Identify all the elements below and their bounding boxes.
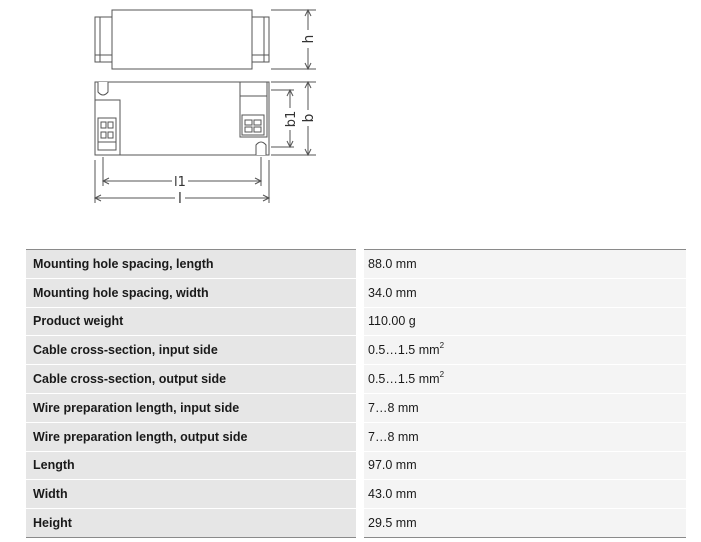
dim-label-b: b (301, 113, 317, 123)
spec-label: Mounting hole spacing, width (26, 278, 360, 307)
spec-value: 43.0 mm (360, 480, 686, 509)
table-row (26, 336, 686, 365)
technical-drawing (0, 0, 701, 240)
spec-label: Width (26, 480, 360, 509)
table-row (26, 451, 686, 480)
table-row (26, 307, 686, 336)
table-row (26, 422, 686, 451)
top-view (95, 82, 317, 207)
spec-table (26, 249, 686, 538)
dim-label-h: h (301, 34, 317, 44)
table-row (26, 250, 686, 279)
spec-value: 88.0 mm (360, 250, 686, 279)
spec-label: Wire preparation length, input side (26, 393, 360, 422)
table-row (26, 365, 686, 394)
spec-value: 7…8 mm (360, 393, 686, 422)
dim-label-b1: b1 (284, 110, 299, 128)
spec-label: Product weight (26, 307, 360, 336)
spec-value: 97.0 mm (360, 451, 686, 480)
table-row (26, 480, 686, 509)
spec-label: Cable cross-section, output side (26, 365, 360, 394)
spec-value: 34.0 mm (360, 278, 686, 307)
table-row (26, 393, 686, 422)
dim-label-l1: l1 (174, 175, 186, 190)
spec-value: 0.5…1.5 $mm^2$ (360, 336, 686, 365)
dim-label-l: l (178, 191, 182, 207)
spec-label: Length (26, 451, 360, 480)
spec-value: 0.5…1.5 $mm^2$ (360, 365, 686, 394)
spec-value: 7…8 mm (360, 422, 686, 451)
spec-value: 29.5 mm (360, 509, 686, 538)
spec-label: Wire preparation length, output side (26, 422, 360, 451)
spec-label: Cable cross-section, input side (26, 336, 360, 365)
table-row (26, 278, 686, 307)
table-row (26, 509, 686, 538)
spec-value: 110.00 g (360, 307, 686, 336)
spec-label: Height (26, 509, 360, 538)
side-view (95, 10, 317, 69)
spec-label: Mounting hole spacing, length (26, 250, 360, 279)
